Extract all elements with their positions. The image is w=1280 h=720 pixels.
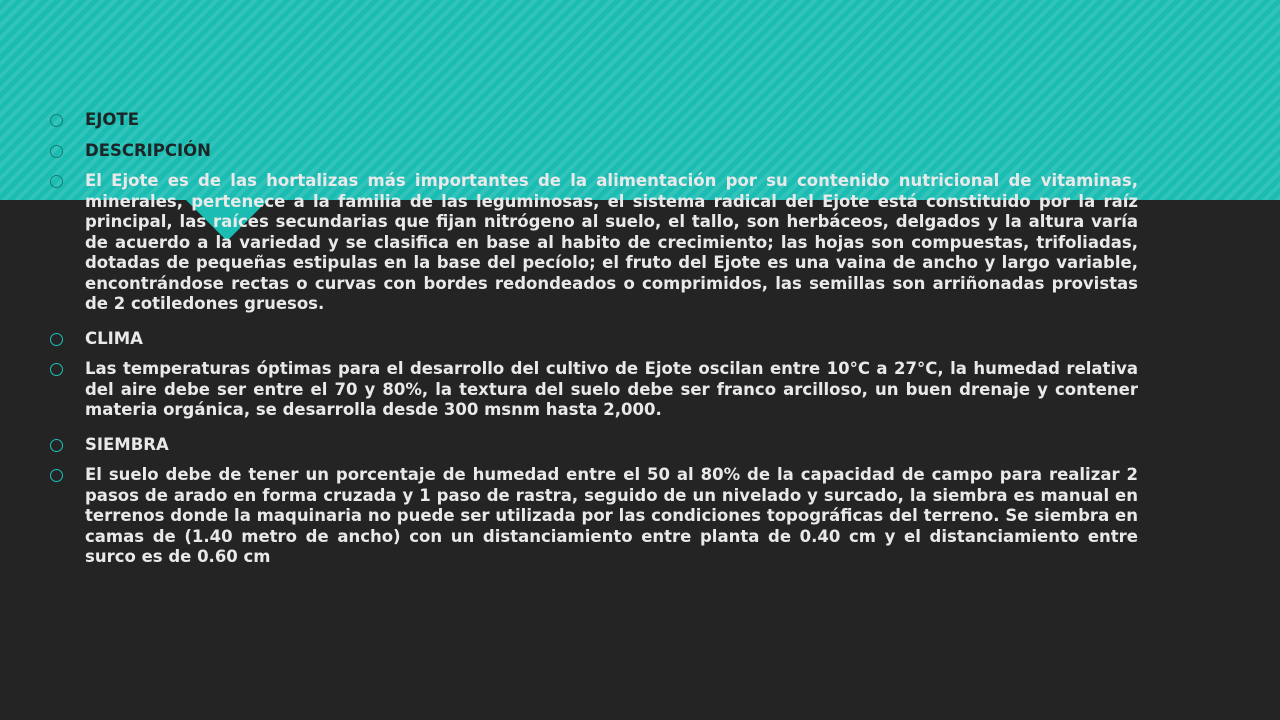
bullet-item-siembra bbox=[48, 435, 1138, 456]
heading-clima: CLIMA bbox=[85, 328, 143, 348]
bullet-icon bbox=[50, 175, 63, 188]
bullet-item-clima-text bbox=[48, 359, 1138, 421]
bullet-item-clima bbox=[48, 329, 1138, 350]
slide-content bbox=[48, 110, 1138, 578]
heading-siembra: SIEMBRA bbox=[85, 434, 169, 454]
bullet-item-descripcion-text bbox=[48, 171, 1138, 315]
heading-descripcion: DESCRIPCIÓN bbox=[85, 140, 211, 160]
bullet-icon bbox=[50, 469, 63, 482]
bullet-item-ejote bbox=[48, 110, 1138, 131]
heading-ejote: EJOTE bbox=[85, 110, 139, 129]
paragraph-clima: Las temperaturas óptimas para el desarrollo del cultivo de Ejote oscilan entre 10°C a 27°C, la humedad relativa del aire debe ser entre el 70 y 80%, la textura del suelo debe ser franco arcilloso, un buen drenaje y contener materia orgánica, se desarrolla desde 300 msnm hasta 2,000. bbox=[85, 359, 1138, 419]
bullet-icon bbox=[50, 363, 63, 376]
bullet-icon bbox=[50, 439, 63, 452]
paragraph-descripcion bbox=[85, 171, 1138, 315]
bullet-icon bbox=[50, 145, 63, 158]
bullet-item-siembra-text bbox=[48, 465, 1138, 568]
bullet-icon bbox=[50, 114, 63, 127]
bullet-icon bbox=[50, 333, 63, 346]
paragraph-siembra: El suelo debe de tener un porcentaje de humedad entre el 50 al 80% de la capacidad de campo para realizar 2 pasos de arado en forma cruzada y 1 paso de rastra, seguido de un nivelado y surcado, la siembra es manual en terrenos donde la maquinaria no puede ser utilizada por las condiciones topográficas del terreno. Se siembra en camas de (1.40 metro de ancho) con un distanciamiento entre planta de 0.40 cm y el distanciamiento entre surco es de 0.60 cm bbox=[85, 465, 1138, 566]
paragraph-descripcion-text: El Ejote es de las hortalizas más importantes de la alimentación por su contenido nutricional de vitaminas, minerales, pertenece a la familia de las leguminosas, el sistema radical del Ejote está constituido por la raíz principal, las raíces secundarias que fijan nitrógeno al suelo, el tallo, son herbáceos, delgados y la altura varía de acuerdo a la variedad y se clasifica en base al habito de crecimiento; las hojas son compuestas, trifoliadas, dotadas de pequeñas estipulas en la base del pecíolo; el fruto del Ejote es una vaina de ancho y largo variable, encontrándose rectas o curvas con bordes redondeados o comprimidos, las semillas son arriñonadas provistas de 2 cotiledones gruesos. bbox=[85, 171, 1138, 313]
bullet-item-descripcion bbox=[48, 141, 1138, 162]
